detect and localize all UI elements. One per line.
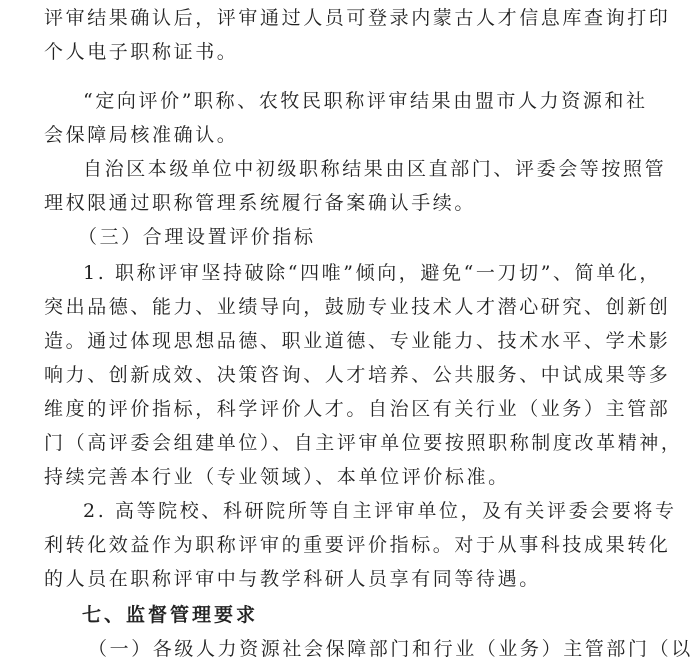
text-line: 持续完善本行业（专业领域）、本单位评价标准。 (44, 466, 510, 488)
text-line: 评审结果确认后，评审通过人员可登录内蒙古人才信息库查询打印 (44, 7, 671, 29)
text-line: 个人电子职称证书。 (44, 41, 239, 63)
text-line: 利转化效益作为职称评审的重要评价指标。对于从事科技成果转化 (44, 534, 671, 556)
section-heading: （三）合理设置评价指标 (78, 226, 316, 248)
text-line: 维度的评价指标，科学评价人才。自治区有关行业（业务）主管部 (44, 398, 671, 420)
chapter-heading: 七、监督管理要求 (82, 604, 259, 626)
text-line: （一）各级人力资源社会保障部门和行业（业务）主管部门（以 (88, 638, 693, 660)
text-line: 1. 职称评审坚持破除“四唯”倾向，避免“一刀切”、简单化， (83, 262, 662, 284)
text-line: 的人员在职称评审中与教学科研人员享有同等待遇。 (44, 568, 541, 590)
text-line: “定向评价”职称、农牧民职称评审结果由盟市人力资源和社 (83, 90, 648, 112)
text-line: 会保障局核准确认。 (44, 124, 239, 146)
text-line: 自治区本级单位中初级职称结果由区直部门、评委会等按照管 (83, 158, 667, 180)
text-line: 理权限通过职称管理系统履行备案确认手续。 (44, 192, 477, 214)
text-line: 响力、创新成效、决策咨询、人才培养、公共服务、中试成果等多 (44, 364, 671, 386)
text-line: 突出品德、能力、业绩导向，鼓励专业技术人才潜心研究、创新创 (44, 296, 671, 318)
text-line: 2. 高等院校、科研院所等自主评审单位，及有关评委会要将专 (83, 500, 677, 522)
text-line: 门（高评委会组建单位）、自主评审单位要按照职称制度改革精神， (44, 432, 683, 454)
text-line: 造。通过体现思想品德、职业道德、专业能力、技术水平、学术影 (44, 330, 671, 352)
